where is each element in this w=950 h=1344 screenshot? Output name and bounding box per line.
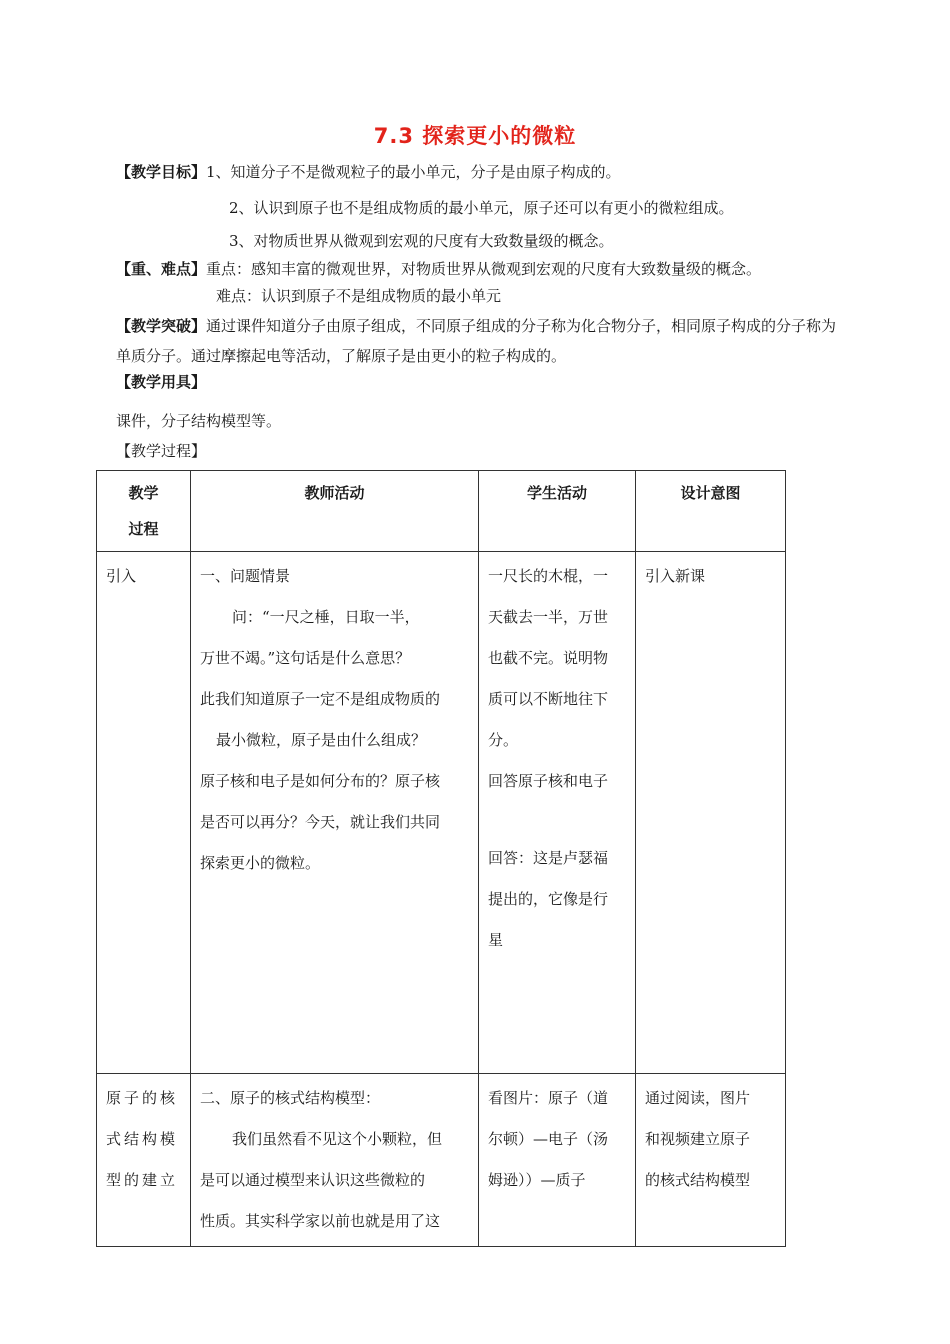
student-line: 天截去一半，万世 [488,608,609,626]
header-teacher: 教师活动 [191,471,479,552]
student-line: 提出的，它像是行 [488,890,609,908]
process-table [96,470,786,1247]
objective-item: 1、知道分子不是微观粒子的最小单元，分子是由原子构成的。 [206,163,621,181]
student-line: 回答原子核和电子 [488,772,609,790]
stage-line: 式结构模 [106,1130,179,1148]
student-line: 星 [488,931,504,949]
stage-cell [97,1074,191,1247]
header-student: 学生活动 [479,471,636,552]
intent-line: 和视频建立原子 [645,1130,751,1148]
teacher-line: 问：“一尺之棰，日取一半， [232,608,420,626]
teacher-line: 最小微粒，原子是由什么组成？ [216,731,427,749]
table-row [97,552,786,1074]
stage-cell: 引入 [97,552,191,1074]
table-header-row [97,471,786,552]
teacher-line: 是否可以再分？今天，就让我们共同 [200,813,441,831]
objectives-label: 【教学目标】 [116,163,207,181]
student-line: 看图片：原子（道 [488,1089,609,1107]
difficult-point-text: 难点：认识到原子不是组成物质的最小单元 [216,287,502,305]
objective-item: 3、对物质世界从微观到宏观的尺度有大致数量级的概念。 [229,232,614,250]
teacher-line: 原子核和电子是如何分布的？原子核 [200,772,441,790]
key-points-label: 【重、难点】 [116,260,207,278]
intent-line: 通过阅读，图片 [645,1089,751,1107]
process-label: 【教学过程】 [116,442,207,460]
table-row [97,1074,786,1247]
teacher-cell [191,552,479,1074]
student-line: 尔顿）—电子（汤 [488,1130,609,1148]
student-line: 一尺长的木棍，一 [488,567,609,585]
breakthrough-text: 通过课件知道分子由原子组成，不同原子组成的分子称为化合物分子，相同原子构成的分子称为单质分子。通过摩擦起电等活动，了解原子是由更小的粒子构成的。 [116,317,837,365]
header-stage-line1: 教学 [128,484,159,502]
stage-line: 原子的核 [106,1089,179,1107]
page-title: 7.3 探索更小的微粒 [373,124,577,148]
teacher-line: 探索更小的微粒。 [200,854,321,872]
breakthrough-paragraph [116,311,838,371]
teacher-heading: 二、原子的核式结构模型： [200,1089,381,1107]
teacher-line: 性质。其实科学家以前也就是用了这 [200,1212,441,1230]
student-line: 回答：这是卢瑟福 [488,849,609,867]
objective-item: 2、认识到原子也不是组成物质的最小单元，原子还可以有更小的微粒组成。 [229,199,734,217]
header-stage-line2: 过程 [128,520,159,538]
teacher-cell [191,1074,479,1247]
spacer [488,802,626,838]
key-points-line [116,258,761,280]
teacher-line: 是可以通过模型来认识这些微粒的 [200,1171,426,1189]
key-point-text: 重点：感知丰富的微观世界，对物质世界从微观到宏观的尺度有大致数量级的概念。 [206,260,762,278]
student-cell [479,552,636,1074]
intent-cell [636,1074,786,1247]
tools-label: 【教学用具】 [116,373,207,391]
teacher-line: 我们虽然看不见这个小颗粒，但 [232,1130,443,1148]
teacher-heading: 一、问题情景 [200,567,291,585]
teacher-line: 万世不竭。”这句话是什么意思？ [200,649,411,667]
intent-line: 的核式结构模型 [645,1171,751,1189]
header-intent: 设计意图 [636,471,786,552]
student-line: 质可以不断地往下 [488,690,609,708]
intent-cell: 引入新课 [636,552,786,1074]
student-line: 分。 [488,731,519,749]
student-cell [479,1074,636,1247]
objectives-line-1 [116,161,621,183]
breakthrough-label: 【教学突破】 [116,317,207,335]
student-line: 姆逊））—质子 [488,1171,586,1189]
header-stage [97,471,191,552]
teacher-line: 此我们知道原子一定不是组成物质的 [200,690,441,708]
stage-line: 型的建立 [106,1171,179,1189]
student-line: 也截不完。说明物 [488,649,609,667]
tools-text: 课件，分子结构模型等。 [116,412,282,430]
